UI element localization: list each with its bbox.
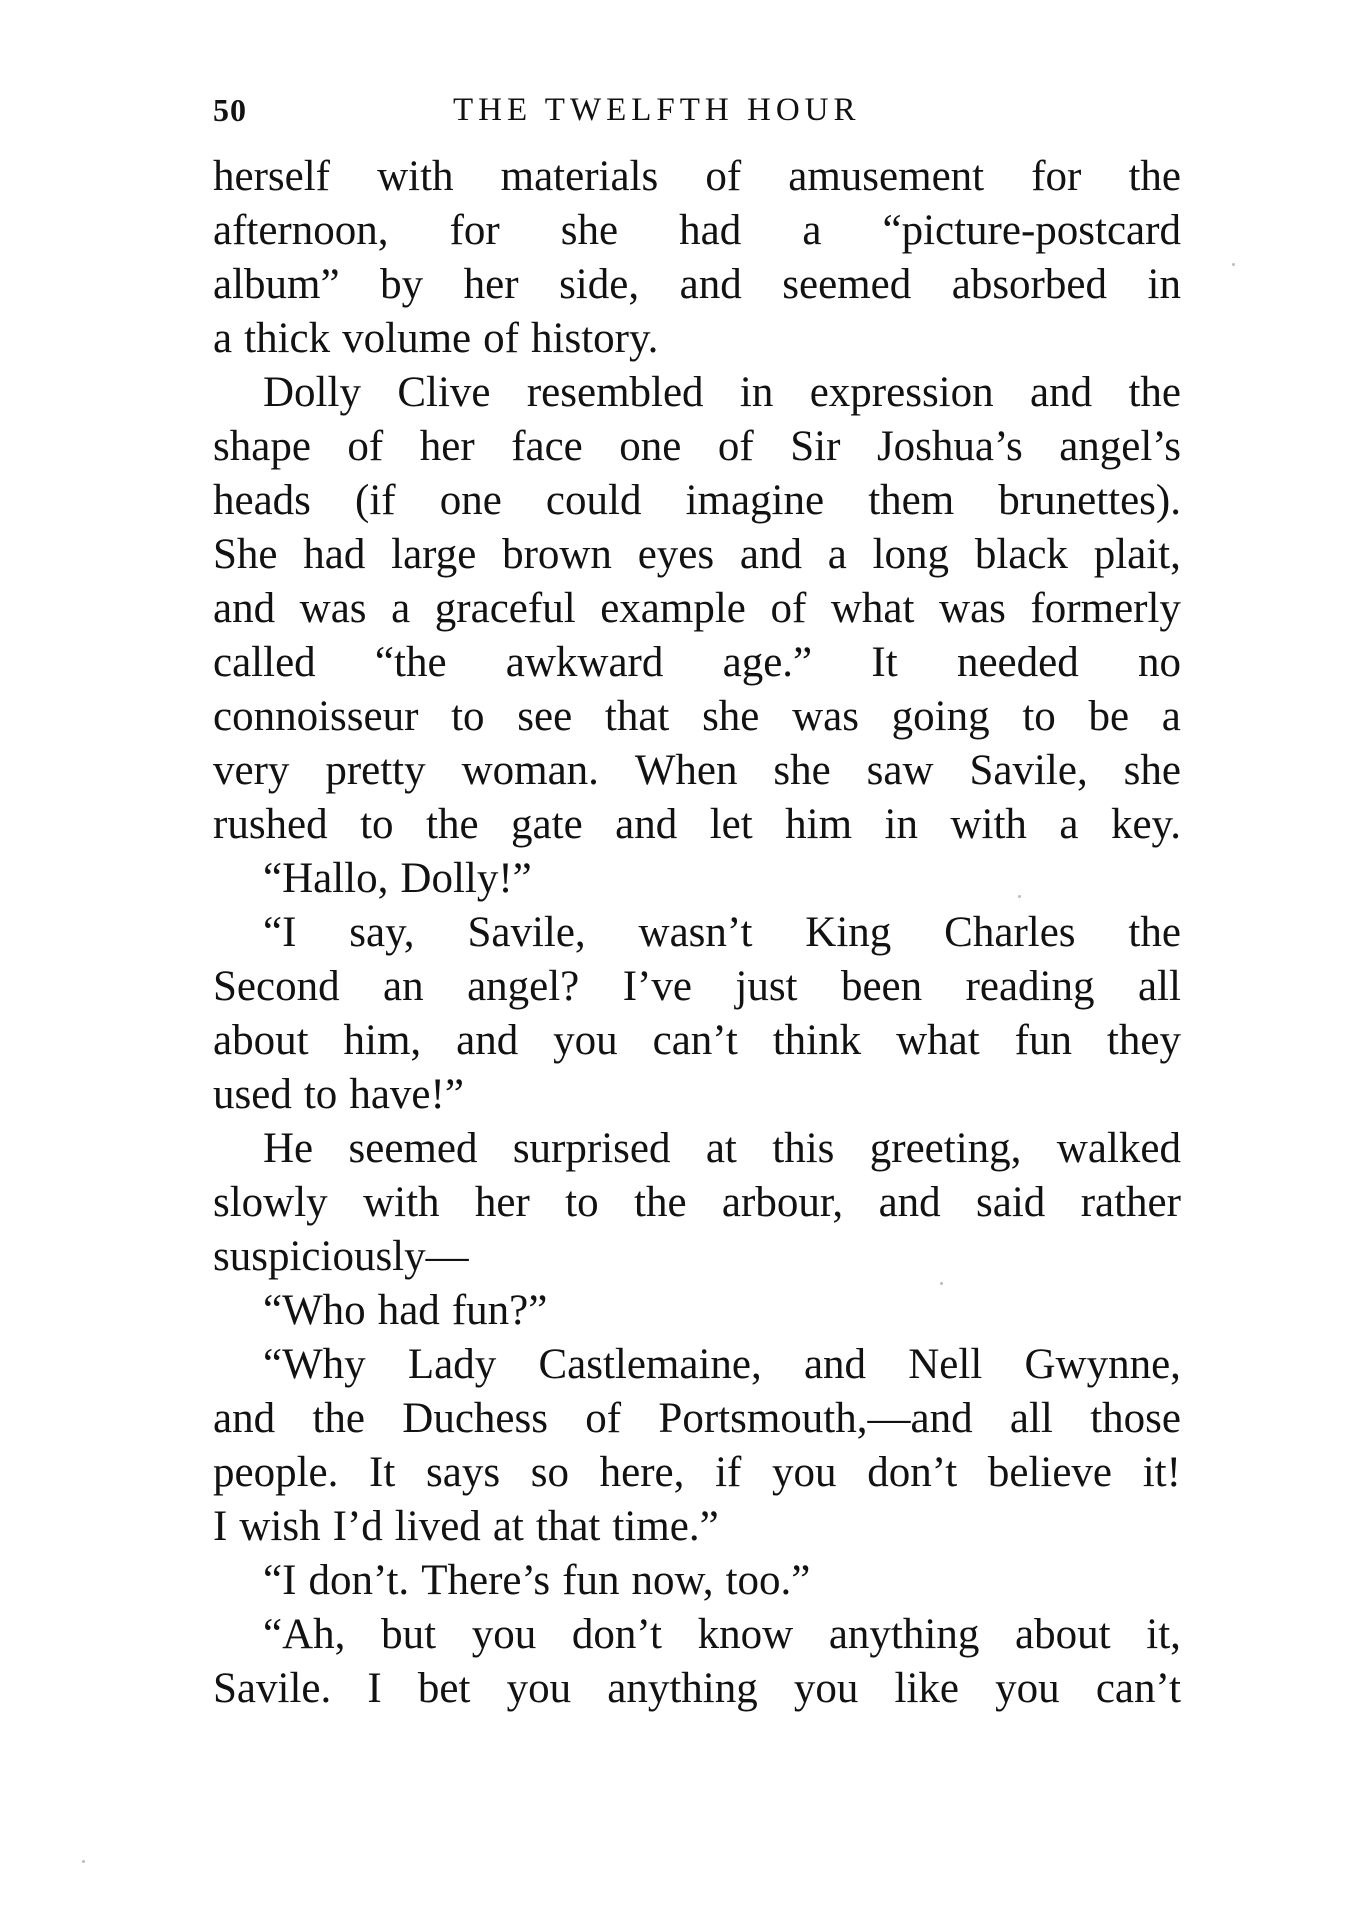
word: When (634, 747, 738, 794)
word: and (615, 801, 678, 848)
word: what (830, 585, 915, 632)
word: the (426, 801, 479, 848)
word: thick (244, 315, 331, 362)
word: and (803, 1341, 867, 1388)
word: seemed (782, 261, 912, 308)
word: a (802, 207, 822, 254)
word: to (303, 1071, 338, 1118)
word: I’ve (622, 963, 692, 1010)
text-line (213, 420, 1181, 474)
word: key. (1110, 801, 1181, 848)
word: side, (559, 261, 640, 308)
word: Dolly (263, 369, 361, 416)
word: of (347, 423, 384, 470)
text-line (213, 582, 1181, 636)
word: at (705, 1125, 737, 1172)
text-line (213, 1338, 1181, 1392)
word: Second (213, 963, 340, 1010)
word: “Hallo, (263, 855, 389, 902)
word: don’t (867, 1449, 958, 1496)
word: was (299, 585, 367, 632)
word: King (805, 909, 892, 956)
word: can’t (1095, 1665, 1181, 1712)
word: this (772, 1125, 835, 1172)
word: of (483, 315, 519, 362)
word: Nell (908, 1341, 983, 1388)
word: suspiciously— (213, 1233, 469, 1280)
word: afternoon, (213, 207, 389, 254)
body-text (213, 150, 1181, 1716)
word: all (1009, 1395, 1053, 1442)
text-line (213, 312, 1181, 366)
word: herself (213, 153, 330, 200)
word: can’t (652, 1017, 738, 1064)
word: seemed (348, 1125, 478, 1172)
word: gate (511, 801, 583, 848)
word: imagine (685, 477, 825, 524)
word: know (697, 1611, 794, 1658)
word: of (705, 153, 742, 200)
word: angel’s (1059, 423, 1181, 470)
word: It (369, 1449, 396, 1496)
word: He (263, 1125, 314, 1172)
word: anything (607, 1665, 758, 1712)
word: have!” (349, 1071, 464, 1118)
word: say, (349, 909, 415, 956)
word: There’s (421, 1557, 551, 1604)
word: fun (1014, 1017, 1072, 1064)
word: She (213, 531, 278, 578)
word: had (303, 531, 366, 578)
word: you (793, 1665, 859, 1712)
word: to (451, 693, 485, 740)
word: Sir (790, 423, 841, 470)
page-number: 50 (213, 92, 247, 128)
word: you (506, 1665, 572, 1712)
word: “the (374, 639, 447, 686)
word: all (1137, 963, 1181, 1010)
word: with (363, 1179, 440, 1226)
word: she (702, 693, 760, 740)
word: and (213, 1395, 276, 1442)
word: “I (263, 1557, 297, 1604)
word: think (772, 1017, 862, 1064)
word: a (1059, 801, 1079, 848)
word: to (565, 1179, 599, 1226)
word: anything (828, 1611, 980, 1658)
text-line (213, 1500, 1181, 1554)
word: she (1123, 747, 1181, 794)
word: “Why (263, 1341, 366, 1388)
text-line (213, 798, 1181, 852)
word: in (884, 801, 918, 848)
word: you (471, 1611, 537, 1658)
word: very (213, 747, 290, 794)
word: what (896, 1017, 980, 1064)
word: about (1015, 1611, 1111, 1658)
word: too.” (725, 1557, 811, 1604)
word: graceful (434, 585, 576, 632)
word: bet (417, 1665, 471, 1712)
word: in (739, 369, 774, 416)
word: resembled (526, 369, 704, 416)
text-line (213, 1176, 1181, 1230)
word: woman. (461, 747, 599, 794)
word: was (939, 585, 1006, 632)
word: Savile, (467, 909, 586, 956)
word: don’t. (308, 1557, 410, 1604)
word: awkward (505, 639, 664, 686)
word: Charles (944, 909, 1076, 956)
word: believe (987, 1449, 1113, 1496)
word: for (1031, 153, 1082, 200)
word: a (391, 585, 411, 632)
word: just (735, 963, 798, 1010)
paper-speck (1018, 895, 1021, 898)
word: it! (1142, 1449, 1181, 1496)
word: said (976, 1179, 1046, 1226)
word: lived (394, 1503, 481, 1550)
word: like (894, 1665, 960, 1712)
word: and (878, 1179, 941, 1226)
word: Savile. (213, 1665, 332, 1712)
word: amusement (788, 153, 985, 200)
word: Joshua’s (876, 423, 1023, 470)
word: a (213, 315, 233, 362)
word: an (383, 963, 424, 1010)
word: heads (213, 477, 311, 524)
word: time.” (612, 1503, 719, 1550)
word: to (360, 801, 394, 848)
word: that (535, 1503, 601, 1550)
word: Duchess (402, 1395, 548, 1442)
text-line (213, 1446, 1181, 1500)
word: they (1106, 1017, 1181, 1064)
word: shape (213, 423, 311, 470)
word: for (449, 207, 500, 254)
word: slowly (213, 1179, 328, 1226)
word: Clive (397, 369, 491, 416)
text-line (213, 1608, 1181, 1662)
word: angel? (467, 963, 580, 1010)
word: the (1128, 153, 1181, 200)
word: her (463, 261, 519, 308)
word: Lady (407, 1341, 497, 1388)
word: now, (631, 1557, 714, 1604)
word: I’d (332, 1503, 383, 1550)
word: you (995, 1665, 1060, 1712)
running-head (213, 92, 1181, 132)
word: be (1088, 693, 1130, 740)
word: one (439, 477, 502, 524)
text-line (213, 906, 1181, 960)
word: and (679, 261, 742, 308)
word: and (1029, 369, 1093, 416)
word: absorbed (951, 261, 1107, 308)
text-line (213, 690, 1181, 744)
word: those (1090, 1395, 1181, 1442)
word: with (377, 153, 454, 200)
text-line (213, 1554, 1181, 1608)
word: Dolly!” (400, 855, 532, 902)
word: surprised (512, 1125, 671, 1172)
word: large (391, 531, 477, 578)
word: if (715, 1449, 742, 1496)
text-line (213, 474, 1181, 528)
text-line (213, 852, 1181, 906)
word: rather (1080, 1179, 1181, 1226)
text-line (213, 366, 1181, 420)
word: that (604, 693, 670, 740)
word: of (717, 423, 754, 470)
word: no (1137, 639, 1181, 686)
word: with (950, 801, 1027, 848)
word: pretty (325, 747, 426, 794)
word: the (1128, 909, 1181, 956)
word: It (871, 639, 898, 686)
word: plait, (1093, 531, 1181, 578)
word: but (381, 1611, 437, 1658)
word: him (785, 801, 853, 848)
word: rushed (213, 801, 328, 848)
word: called (213, 639, 316, 686)
word: says (426, 1449, 501, 1496)
word: her (474, 1179, 530, 1226)
word: fun (562, 1557, 620, 1604)
word: and (213, 585, 276, 632)
word: reading (965, 963, 1095, 1010)
word: brunettes). (998, 477, 1181, 524)
word: was (792, 693, 859, 740)
word: Portsmouth,—and (658, 1395, 973, 1442)
word: of (585, 1395, 622, 1442)
word: Savile, (969, 747, 1088, 794)
word: her (419, 423, 475, 470)
word: of (770, 585, 807, 632)
word: age.” (722, 639, 813, 686)
word: him, (343, 1017, 422, 1064)
paper-speck (1232, 263, 1235, 266)
word: the (312, 1395, 365, 1442)
text-line (213, 1392, 1181, 1446)
word: had (679, 207, 742, 254)
word: “Ah, (263, 1611, 346, 1658)
word: “picture-postcard (882, 207, 1181, 254)
word: and (456, 1017, 519, 1064)
text-line (213, 1014, 1181, 1068)
word: face (511, 423, 583, 470)
word: by (380, 261, 424, 308)
word: the (634, 1179, 687, 1226)
word: formerly (1030, 585, 1181, 632)
word: one (619, 423, 682, 470)
word: materials (500, 153, 659, 200)
word: in (1147, 261, 1181, 308)
word: I (213, 1503, 228, 1550)
word: eyes (637, 531, 715, 578)
word: had (377, 1287, 440, 1334)
word: needed (956, 639, 1079, 686)
text-line (213, 258, 1181, 312)
word: let (709, 801, 753, 848)
word: could (545, 477, 642, 524)
word: “Who (263, 1287, 366, 1334)
word: example (600, 585, 746, 632)
word: you (772, 1449, 837, 1496)
word: so (530, 1449, 569, 1496)
text-line (213, 744, 1181, 798)
word: she (560, 207, 619, 254)
text-line (213, 1284, 1181, 1338)
word: at (492, 1503, 524, 1550)
word: here, (599, 1449, 685, 1496)
word: you (553, 1017, 618, 1064)
text-line (213, 150, 1181, 204)
word: I (367, 1665, 382, 1712)
word: greeting, (869, 1125, 1022, 1172)
word: volume (342, 315, 472, 362)
word: don’t (571, 1611, 662, 1658)
word: brown (502, 531, 612, 578)
word: history. (531, 315, 659, 362)
word: black (974, 531, 1068, 578)
text-line (213, 528, 1181, 582)
text-line (213, 204, 1181, 258)
word: been (840, 963, 923, 1010)
word: a (1161, 693, 1181, 740)
word: used (213, 1071, 292, 1118)
word: going (891, 693, 990, 740)
word: wish (239, 1503, 321, 1550)
word: long (872, 531, 950, 578)
word: them (868, 477, 955, 524)
word: Gwynne, (1024, 1341, 1181, 1388)
text-line (213, 1662, 1181, 1716)
word: album” (213, 261, 340, 308)
text-line (213, 960, 1181, 1014)
paper-speck (940, 1282, 943, 1285)
word: Castlemaine, (538, 1341, 762, 1388)
paper-speck (82, 1860, 85, 1863)
word: saw (866, 747, 934, 794)
word: people. (213, 1449, 339, 1496)
word: fun?” (451, 1287, 548, 1334)
word: see (517, 693, 573, 740)
running-title: THE TWELFTH HOUR (453, 92, 861, 128)
text-line (213, 636, 1181, 690)
word: about (213, 1017, 309, 1064)
word: she (773, 747, 831, 794)
word: the (1128, 369, 1181, 416)
text-line (213, 1122, 1181, 1176)
word: expression (809, 369, 994, 416)
word: and (739, 531, 802, 578)
word: wasn’t (638, 909, 753, 956)
word: to (1022, 693, 1056, 740)
text-line (213, 1068, 1181, 1122)
word: (if (355, 477, 396, 524)
word: connoisseur (213, 693, 419, 740)
word: “I (263, 909, 297, 956)
word: a (827, 531, 847, 578)
word: walked (1056, 1125, 1181, 1172)
word: it, (1146, 1611, 1181, 1658)
word: arbour, (721, 1179, 844, 1226)
text-line (213, 1230, 1181, 1284)
